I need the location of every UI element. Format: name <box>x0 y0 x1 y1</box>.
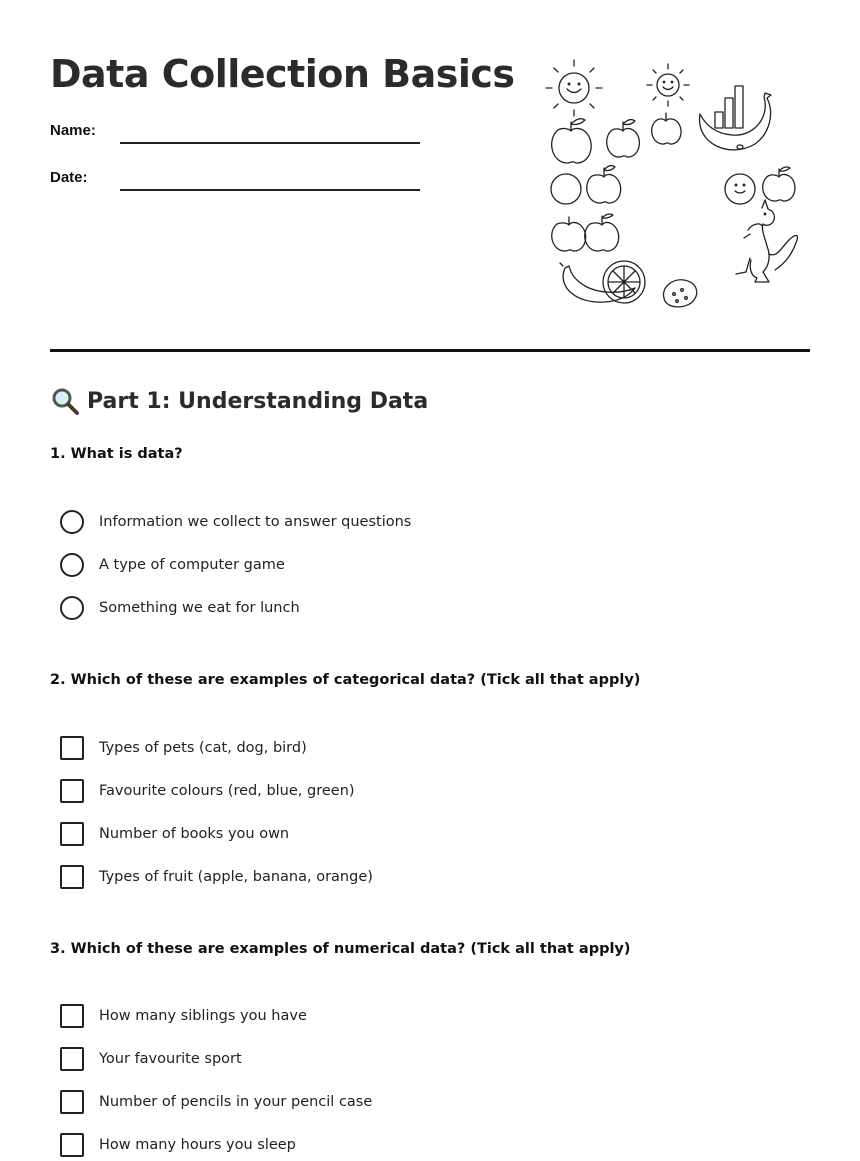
date-line[interactable] <box>120 189 420 191</box>
apple-icon <box>552 119 592 163</box>
checkbox[interactable] <box>60 736 84 760</box>
q1-option-2[interactable] <box>60 552 285 578</box>
option-label: Your favourite sport <box>99 1051 242 1067</box>
cookie-icon <box>664 280 697 307</box>
apple-icon <box>607 120 640 157</box>
q2-option-3[interactable] <box>60 821 289 847</box>
question-3: 3. Which of these are examples of numerical data? (Tick all that apply) <box>50 941 631 957</box>
checkbox[interactable] <box>60 1133 84 1157</box>
checkbox[interactable] <box>60 779 84 803</box>
q3-option-1[interactable] <box>60 1003 307 1029</box>
option-label: Information we collect to answer questions <box>99 514 412 530</box>
radio-button[interactable] <box>60 596 84 620</box>
question-2: 2. Which of these are examples of categorical data? (Tick all that apply) <box>50 672 641 688</box>
option-label: Types of pets (cat, dog, bird) <box>99 740 307 756</box>
name-line[interactable] <box>120 142 420 144</box>
fruit-illustration <box>540 58 810 320</box>
apple-icon <box>552 217 586 251</box>
radio-button[interactable] <box>60 553 84 577</box>
option-label: How many hours you sleep <box>99 1137 296 1153</box>
orange-icon <box>603 261 645 303</box>
name-field[interactable] <box>50 122 430 152</box>
option-label: Number of pencils in your pencil case <box>99 1094 373 1110</box>
option-label: Something we eat for lunch <box>99 600 300 616</box>
checkbox[interactable] <box>60 1047 84 1071</box>
kangaroo-icon <box>736 200 798 282</box>
q2-option-2[interactable] <box>60 778 355 804</box>
option-label: Favourite colours (red, blue, green) <box>99 783 355 799</box>
date-label: Date: <box>50 169 88 186</box>
option-label: Number of books you own <box>99 826 290 842</box>
part1-heading-text: Part 1: Understanding Data <box>87 388 429 414</box>
date-field[interactable] <box>50 169 430 199</box>
q3-option-3[interactable] <box>60 1089 372 1115</box>
checkbox[interactable] <box>60 865 84 889</box>
option-label: Types of fruit (apple, banana, orange) <box>99 869 373 885</box>
q1-option-3[interactable] <box>60 595 300 621</box>
radio-button[interactable] <box>60 510 84 534</box>
q3-option-4[interactable] <box>60 1132 296 1158</box>
question-1: 1. What is data? <box>50 446 183 462</box>
sun-icon <box>546 60 602 116</box>
bar-chart-icon <box>715 86 743 128</box>
checkbox[interactable] <box>60 1090 84 1114</box>
orange-icon <box>725 174 755 204</box>
checkbox[interactable] <box>60 822 84 846</box>
apple-icon <box>587 166 621 203</box>
apple-icon <box>652 113 681 144</box>
q1-option-1[interactable] <box>60 509 411 535</box>
apple-icon <box>585 214 619 251</box>
worksheet-title: Data Collection Basics <box>50 52 515 96</box>
apple-icon <box>763 167 795 201</box>
q2-option-4[interactable] <box>60 864 373 890</box>
apple-icon <box>551 174 581 204</box>
header-divider <box>50 349 810 352</box>
option-label: A type of computer game <box>99 557 285 573</box>
q2-option-1[interactable] <box>60 735 307 761</box>
part1-heading <box>50 386 428 416</box>
option-label: How many siblings you have <box>99 1008 307 1024</box>
sun-icon <box>647 64 689 106</box>
q3-option-2[interactable] <box>60 1046 242 1072</box>
name-label: Name: <box>50 122 96 139</box>
checkbox[interactable] <box>60 1004 84 1028</box>
magnifying-glass-icon <box>50 386 80 416</box>
